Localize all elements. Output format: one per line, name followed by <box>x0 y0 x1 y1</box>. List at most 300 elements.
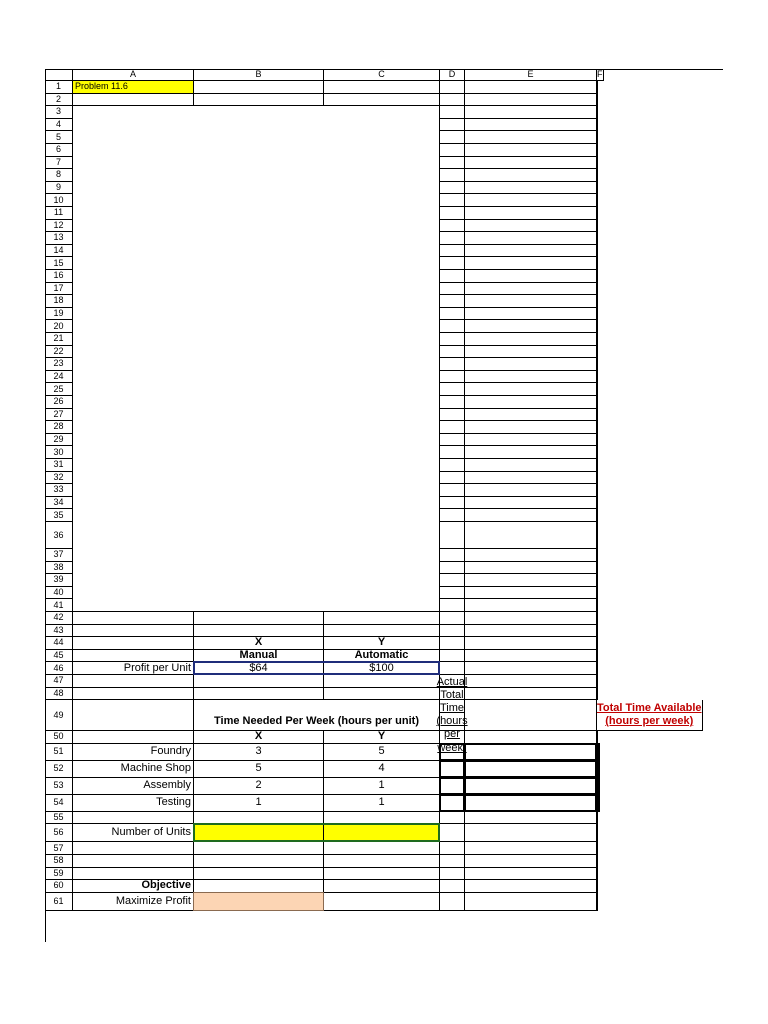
cell-a59[interactable] <box>73 868 194 881</box>
row-header-52[interactable]: 52 <box>45 761 73 778</box>
cell-e4[interactable] <box>465 119 597 132</box>
cell-f21[interactable] <box>597 333 598 346</box>
cell-e19[interactable] <box>465 308 597 321</box>
cell-e54[interactable] <box>465 795 597 812</box>
cell-e24[interactable] <box>465 371 597 384</box>
cell-e26[interactable] <box>465 396 597 409</box>
row-header-49[interactable]: 49 <box>45 700 73 731</box>
cell-f9[interactable] <box>597 182 598 195</box>
cell-d14[interactable] <box>440 245 465 258</box>
cell-c60[interactable] <box>324 880 440 893</box>
cell-c44[interactable]: Y <box>324 637 440 650</box>
cell-e46[interactable] <box>465 662 597 675</box>
row-header-23[interactable]: 23 <box>45 358 73 371</box>
cell-d36[interactable] <box>440 522 465 549</box>
row-header-39[interactable]: 39 <box>45 574 73 587</box>
cell-e35[interactable] <box>465 509 597 522</box>
row-header-25[interactable]: 25 <box>45 383 73 396</box>
cell-f8[interactable] <box>597 169 598 182</box>
row-header-5[interactable]: 5 <box>45 131 73 144</box>
column-header-d[interactable]: D <box>440 69 465 81</box>
cell-b56[interactable] <box>194 824 324 842</box>
cell-f49[interactable] <box>597 700 703 731</box>
cell-e51[interactable] <box>465 744 597 761</box>
cell-d24[interactable] <box>440 371 465 384</box>
cell-d12[interactable] <box>440 220 465 233</box>
cell-b52[interactable]: 5 <box>194 761 324 778</box>
row-header-53[interactable]: 53 <box>45 778 73 795</box>
cell-b47[interactable] <box>194 675 324 688</box>
row-header-33[interactable]: 33 <box>45 484 73 497</box>
cell-f59[interactable] <box>597 868 598 881</box>
cell-a60[interactable]: Objective <box>73 880 194 893</box>
cell-f56[interactable] <box>597 824 598 842</box>
row-header-28[interactable]: 28 <box>45 421 73 434</box>
row-header-30[interactable]: 30 <box>45 446 73 459</box>
row-header-58[interactable]: 58 <box>45 855 73 868</box>
cell-f12[interactable] <box>597 220 598 233</box>
cell-d35[interactable] <box>440 509 465 522</box>
cell-e31[interactable] <box>465 459 597 472</box>
cell-c2[interactable] <box>324 94 440 107</box>
cell-e32[interactable] <box>465 472 597 485</box>
cell-d49[interactable] <box>436 675 468 754</box>
cell-f11[interactable] <box>597 207 598 220</box>
row-header-3[interactable]: 3 <box>45 106 73 119</box>
cell-b60[interactable] <box>194 880 324 893</box>
cell-c46[interactable]: $100 <box>324 662 440 675</box>
cell-e16[interactable] <box>465 270 597 283</box>
cell-e12[interactable] <box>465 220 597 233</box>
cell-e56[interactable] <box>465 824 597 842</box>
row-header-41[interactable]: 41 <box>45 599 73 612</box>
cell-a45[interactable] <box>73 650 194 663</box>
cell-d30[interactable] <box>440 446 465 459</box>
cell-b61[interactable] <box>194 893 324 911</box>
cell-d17[interactable] <box>440 283 465 296</box>
cell-f36[interactable] <box>597 522 598 549</box>
cell-b46[interactable]: $64 <box>194 662 324 675</box>
row-header-43[interactable]: 43 <box>45 625 73 638</box>
row-header-34[interactable]: 34 <box>45 497 73 510</box>
cell-c51[interactable]: 5 <box>324 744 440 761</box>
cell-f35[interactable] <box>597 509 598 522</box>
cell-f31[interactable] <box>597 459 598 472</box>
cell-e21[interactable] <box>465 333 597 346</box>
cell-e40[interactable] <box>465 587 597 600</box>
cell-c52[interactable]: 4 <box>324 761 440 778</box>
cell-d46[interactable] <box>440 662 465 675</box>
cell-d50[interactable] <box>440 731 465 744</box>
row-header-18[interactable]: 18 <box>45 295 73 308</box>
cell-d39[interactable] <box>440 574 465 587</box>
cell-c58[interactable] <box>324 855 440 868</box>
cell-a52[interactable]: Machine Shop <box>73 761 194 778</box>
cell-f54[interactable] <box>597 795 598 812</box>
cell-f37[interactable] <box>597 549 598 562</box>
row-header-20[interactable]: 20 <box>45 320 73 333</box>
cell-f55[interactable] <box>597 812 598 825</box>
row-header-35[interactable]: 35 <box>45 509 73 522</box>
cell-e28[interactable] <box>465 421 597 434</box>
cell-b1[interactable] <box>194 81 324 94</box>
cell-d8[interactable] <box>440 169 465 182</box>
cell-c57[interactable] <box>324 842 440 855</box>
cell-c54[interactable]: 1 <box>324 795 440 812</box>
cell-d44[interactable] <box>440 637 465 650</box>
cell-d51[interactable] <box>440 744 465 761</box>
cell-a53[interactable]: Assembly <box>73 778 194 795</box>
cell-e14[interactable] <box>465 245 597 258</box>
cell-a57[interactable] <box>73 842 194 855</box>
cell-b54[interactable]: 1 <box>194 795 324 812</box>
cell-d29[interactable] <box>440 434 465 447</box>
cell-a56[interactable]: Number of Units <box>73 824 194 842</box>
column-header-a[interactable]: A <box>73 69 194 81</box>
cell-f58[interactable] <box>597 855 598 868</box>
row-header-45[interactable]: 45 <box>45 650 73 663</box>
cell-e25[interactable] <box>465 383 597 396</box>
cell-f4[interactable] <box>597 119 598 132</box>
row-header-56[interactable]: 56 <box>45 824 73 842</box>
row-header-38[interactable]: 38 <box>45 562 73 575</box>
row-header-12[interactable]: 12 <box>45 220 73 233</box>
cell-e20[interactable] <box>465 320 597 333</box>
cell-f15[interactable] <box>597 257 598 270</box>
row-header-11[interactable]: 11 <box>45 207 73 220</box>
cell-e11[interactable] <box>465 207 597 220</box>
cell-a58[interactable] <box>73 855 194 868</box>
cell-f40[interactable] <box>597 587 598 600</box>
cell-f53[interactable] <box>597 778 598 795</box>
cell-b55[interactable] <box>194 812 324 825</box>
cell-d58[interactable] <box>440 855 465 868</box>
row-header-13[interactable]: 13 <box>45 232 73 245</box>
cell-d23[interactable] <box>440 358 465 371</box>
cell-e59[interactable] <box>465 868 597 881</box>
cell-e2[interactable] <box>465 94 597 107</box>
cell-a48[interactable] <box>73 688 194 701</box>
cell-f27[interactable] <box>597 409 598 422</box>
row-header-4[interactable]: 4 <box>45 119 73 132</box>
cell-f45[interactable] <box>597 650 598 663</box>
cell-f41[interactable] <box>597 599 598 612</box>
cell-f13[interactable] <box>597 232 598 245</box>
cell-d16[interactable] <box>440 270 465 283</box>
cell-c53[interactable]: 1 <box>324 778 440 795</box>
cell-e36[interactable] <box>465 522 597 549</box>
row-header-14[interactable]: 14 <box>45 245 73 258</box>
cell-d21[interactable] <box>440 333 465 346</box>
cell-b51[interactable]: 3 <box>194 744 324 761</box>
cell-d37[interactable] <box>440 549 465 562</box>
cell-c59[interactable] <box>324 868 440 881</box>
cell-c47[interactable] <box>324 675 440 688</box>
cell-e50[interactable] <box>465 731 597 744</box>
cell-d1[interactable] <box>440 81 465 94</box>
row-header-22[interactable]: 22 <box>45 346 73 359</box>
cell-f19[interactable] <box>597 308 598 321</box>
cell-b59[interactable] <box>194 868 324 881</box>
cell-e47[interactable] <box>465 675 597 688</box>
cell-d40[interactable] <box>440 587 465 600</box>
row-header-6[interactable]: 6 <box>45 144 73 157</box>
cell-e1[interactable] <box>465 81 597 94</box>
cell-a2[interactable] <box>73 94 194 107</box>
cell-f34[interactable] <box>597 497 598 510</box>
row-header-31[interactable]: 31 <box>45 459 73 472</box>
cell-d34[interactable] <box>440 497 465 510</box>
cell-b48[interactable] <box>194 688 324 701</box>
row-header-51[interactable]: 51 <box>45 744 73 761</box>
row-header-9[interactable]: 9 <box>45 182 73 195</box>
cell-e27[interactable] <box>465 409 597 422</box>
cell-d42[interactable] <box>440 612 465 625</box>
cell-f5[interactable] <box>597 131 598 144</box>
cell-d25[interactable] <box>440 383 465 396</box>
cell-f46[interactable] <box>597 662 598 675</box>
cell-d53[interactable] <box>440 778 465 795</box>
cell-b50[interactable]: X <box>194 731 324 744</box>
row-header-21[interactable]: 21 <box>45 333 73 346</box>
cell-b45[interactable]: Manual <box>194 650 324 663</box>
cell-a51[interactable]: Foundry <box>73 744 194 761</box>
cell-a50[interactable] <box>73 731 194 744</box>
cell-d61[interactable] <box>440 893 465 911</box>
cell-f28[interactable] <box>597 421 598 434</box>
row-header-24[interactable]: 24 <box>45 371 73 384</box>
cell-d22[interactable] <box>440 346 465 359</box>
cell-e39[interactable] <box>465 574 597 587</box>
cell-d56[interactable] <box>440 824 465 842</box>
cell-d55[interactable] <box>440 812 465 825</box>
cell-f39[interactable] <box>597 574 598 587</box>
cell-f18[interactable] <box>597 295 598 308</box>
cell-e13[interactable] <box>465 232 597 245</box>
row-header-42[interactable]: 42 <box>45 612 73 625</box>
row-header-44[interactable]: 44 <box>45 637 73 650</box>
row-header-59[interactable]: 59 <box>45 868 73 881</box>
cell-d27[interactable] <box>440 409 465 422</box>
row-header-8[interactable]: 8 <box>45 169 73 182</box>
column-header-c[interactable]: C <box>324 69 440 81</box>
cell-e41[interactable] <box>465 599 597 612</box>
cell-e37[interactable] <box>465 549 597 562</box>
cell-a42[interactable] <box>73 612 194 625</box>
cell-e60[interactable] <box>465 880 597 893</box>
cell-e44[interactable] <box>465 637 597 650</box>
row-header-17[interactable]: 17 <box>45 283 73 296</box>
cell-d2[interactable] <box>440 94 465 107</box>
cell-f16[interactable] <box>597 270 598 283</box>
cell-d26[interactable] <box>440 396 465 409</box>
cell-f10[interactable] <box>597 194 598 207</box>
row-header-46[interactable]: 46 <box>45 662 73 675</box>
cell-f44[interactable] <box>597 637 598 650</box>
row-header-15[interactable]: 15 <box>45 257 73 270</box>
cell-f1[interactable] <box>597 81 598 94</box>
cell-e5[interactable] <box>465 131 597 144</box>
cell-f22[interactable] <box>597 346 598 359</box>
cell-c56[interactable] <box>324 824 440 842</box>
cell-f57[interactable] <box>597 842 598 855</box>
row-header-37[interactable]: 37 <box>45 549 73 562</box>
cell-d52[interactable] <box>440 761 465 778</box>
cell-e48[interactable] <box>465 688 597 701</box>
cell-c1[interactable] <box>324 81 440 94</box>
row-header-26[interactable]: 26 <box>45 396 73 409</box>
cell-f43[interactable] <box>597 625 598 638</box>
row-header-48[interactable]: 48 <box>45 688 73 701</box>
cell-c50[interactable]: Y <box>324 731 440 744</box>
cell-a46[interactable]: Profit per Unit <box>73 662 194 675</box>
cell-d4[interactable] <box>440 119 465 132</box>
cell-f23[interactable] <box>597 358 598 371</box>
cell-e42[interactable] <box>465 612 597 625</box>
cell-b44[interactable]: X <box>194 637 324 650</box>
row-header-54[interactable]: 54 <box>45 795 73 812</box>
cell-f50[interactable] <box>597 731 598 744</box>
cell-f29[interactable] <box>597 434 598 447</box>
cell-e22[interactable] <box>465 346 597 359</box>
row-header-7[interactable]: 7 <box>45 157 73 170</box>
cell-c55[interactable] <box>324 812 440 825</box>
cell-e23[interactable] <box>465 358 597 371</box>
cell-e29[interactable] <box>465 434 597 447</box>
cell-f60[interactable] <box>597 880 598 893</box>
cell-d57[interactable] <box>440 842 465 855</box>
cell-f7[interactable] <box>597 157 598 170</box>
cell-e10[interactable] <box>465 194 597 207</box>
cell-d13[interactable] <box>440 232 465 245</box>
cell-e34[interactable] <box>465 497 597 510</box>
cell-f2[interactable] <box>597 94 598 107</box>
cell-e57[interactable] <box>465 842 597 855</box>
cell-f3[interactable] <box>597 106 598 119</box>
cell-e18[interactable] <box>465 295 597 308</box>
column-header-b[interactable]: B <box>194 69 324 81</box>
cell-d45[interactable] <box>440 650 465 663</box>
row-header-55[interactable]: 55 <box>45 812 73 825</box>
cell-d3[interactable] <box>440 106 465 119</box>
cell-d20[interactable] <box>440 320 465 333</box>
row-header-61[interactable]: 61 <box>45 893 73 911</box>
row-header-10[interactable]: 10 <box>45 194 73 207</box>
cell-e43[interactable] <box>465 625 597 638</box>
cell-e38[interactable] <box>465 562 597 575</box>
cell-e58[interactable] <box>465 855 597 868</box>
cell-e53[interactable] <box>465 778 597 795</box>
cell-f6[interactable] <box>597 144 598 157</box>
cell-d9[interactable] <box>440 182 465 195</box>
cell-b53[interactable]: 2 <box>194 778 324 795</box>
row-header-1[interactable]: 1 <box>45 81 73 94</box>
cell-f32[interactable] <box>597 472 598 485</box>
cell-a49[interactable] <box>73 700 194 731</box>
cell-a47[interactable] <box>73 675 194 688</box>
cell-e17[interactable] <box>465 283 597 296</box>
cell-e49[interactable] <box>465 700 597 731</box>
cell-d28[interactable] <box>440 421 465 434</box>
cell-b43[interactable] <box>194 625 324 638</box>
cell-e61[interactable] <box>465 893 597 911</box>
cell-e15[interactable] <box>465 257 597 270</box>
cell-a55[interactable] <box>73 812 194 825</box>
row-header-40[interactable]: 40 <box>45 587 73 600</box>
cell-d60[interactable] <box>440 880 465 893</box>
cell-d7[interactable] <box>440 157 465 170</box>
cell-d33[interactable] <box>440 484 465 497</box>
cell-f25[interactable] <box>597 383 598 396</box>
cell-e6[interactable] <box>465 144 597 157</box>
cell-d18[interactable] <box>440 295 465 308</box>
row-header-32[interactable]: 32 <box>45 472 73 485</box>
cell-d31[interactable] <box>440 459 465 472</box>
cell-d59[interactable] <box>440 868 465 881</box>
cell-f48[interactable] <box>597 688 598 701</box>
cell-c43[interactable] <box>324 625 440 638</box>
cell-e33[interactable] <box>465 484 597 497</box>
cell-f17[interactable] <box>597 283 598 296</box>
cell-a43[interactable] <box>73 625 194 638</box>
cell-d32[interactable] <box>440 472 465 485</box>
cell-a1[interactable]: Problem 11.6 <box>73 81 194 94</box>
cell-d6[interactable] <box>440 144 465 157</box>
cell-f51[interactable] <box>597 744 598 761</box>
row-header-16[interactable]: 16 <box>45 270 73 283</box>
cell-c45[interactable]: Automatic <box>324 650 440 663</box>
cell-f26[interactable] <box>597 396 598 409</box>
cell-e45[interactable] <box>465 650 597 663</box>
row-header-57[interactable]: 57 <box>45 842 73 855</box>
cell-c42[interactable] <box>324 612 440 625</box>
cell-a44[interactable] <box>73 637 194 650</box>
cell-c48[interactable] <box>324 688 440 701</box>
cell-d54[interactable] <box>440 795 465 812</box>
cell-b57[interactable] <box>194 842 324 855</box>
cell-f24[interactable] <box>597 371 598 384</box>
cell-f47[interactable] <box>597 675 598 688</box>
row-header-47[interactable]: 47 <box>45 675 73 688</box>
cell-f30[interactable] <box>597 446 598 459</box>
cell-e7[interactable] <box>465 157 597 170</box>
cell-d38[interactable] <box>440 562 465 575</box>
row-header-27[interactable]: 27 <box>45 409 73 422</box>
cell-d15[interactable] <box>440 257 465 270</box>
row-header-19[interactable]: 19 <box>45 308 73 321</box>
cell-f38[interactable] <box>597 562 598 575</box>
cell-f14[interactable] <box>597 245 598 258</box>
cell-b42[interactable] <box>194 612 324 625</box>
cell-e30[interactable] <box>465 446 597 459</box>
cell-f52[interactable] <box>597 761 598 778</box>
cell-f42[interactable] <box>597 612 598 625</box>
cell-e8[interactable] <box>465 169 597 182</box>
cell-d19[interactable] <box>440 308 465 321</box>
cell-e55[interactable] <box>465 812 597 825</box>
row-header-2[interactable]: 2 <box>45 94 73 107</box>
row-header-36[interactable]: 36 <box>45 522 73 549</box>
cell-a61[interactable]: Maximize Profit <box>73 893 194 911</box>
row-header-29[interactable]: 29 <box>45 434 73 447</box>
cell-d11[interactable] <box>440 207 465 220</box>
cell-f33[interactable] <box>597 484 598 497</box>
cell-e9[interactable] <box>465 182 597 195</box>
row-header-60[interactable]: 60 <box>45 880 73 893</box>
column-header-f[interactable]: F <box>597 69 603 79</box>
cell-d10[interactable] <box>440 194 465 207</box>
cell-c61[interactable] <box>324 893 440 911</box>
